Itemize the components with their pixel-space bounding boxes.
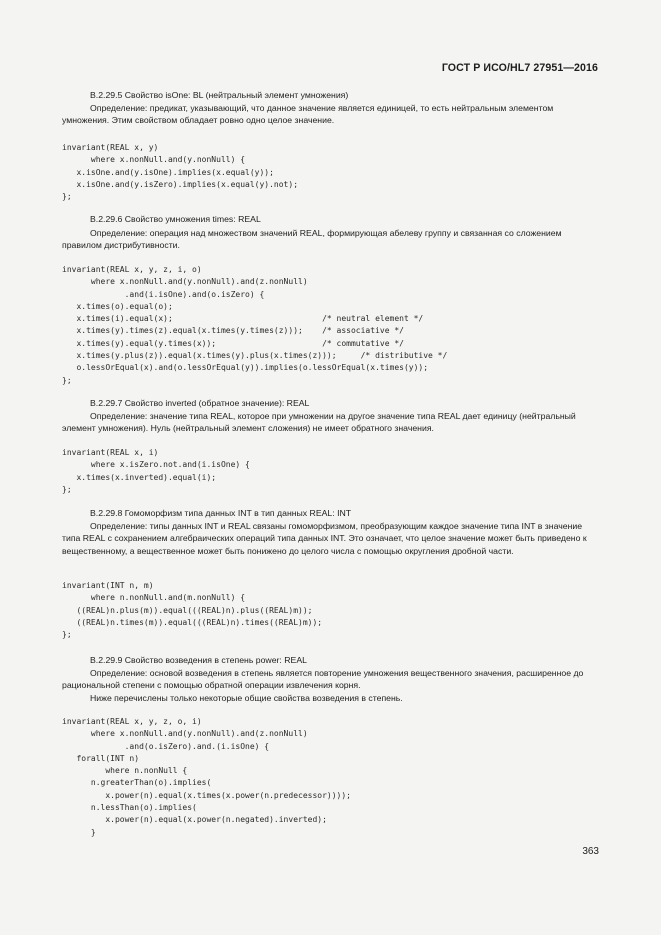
section-heading bbox=[62, 213, 600, 225]
body-text: Определение: типы данных INT и REAL связаны гомоморфизмом, преобразующим каждое значение типа INT в значение типа REAL с сохранением алгебраических операций типа данных INT. Это означает, что целое значение может быть приведено к вещественному, а вещественное может быть понижено до целого числа с помощью округления дробной части. bbox=[62, 521, 587, 556]
heading-text: B.2.29.9 Свойство возведения в степень power: REAL bbox=[90, 655, 307, 665]
heading-text: B.2.29.8 Гомоморфизм типа данных INT в тип данных REAL: INT bbox=[90, 508, 352, 518]
heading-text: B.2.29.6 Свойство умножения times: REAL bbox=[90, 214, 261, 224]
heading-text: B.2.29.5 Свойство isOne: BL (нейтральный элемент умножения) bbox=[90, 90, 349, 100]
body-text: Определение: предикат, указывающий, что данное значение является единицей, то есть нейтральным элементом умножения. Этим свойством обладает ровно одно целое значение. bbox=[62, 103, 554, 126]
code-block: invariant(REAL x, y) where x.nonNull.and(y.nonNull) { x.isOne.and(y.isOne).implies(x.equal(y)); x.isOne.and(y.isZero).implies(x.equal(y).not); }; bbox=[62, 143, 299, 202]
page-number: 363 bbox=[582, 846, 599, 857]
section-body bbox=[62, 692, 600, 704]
code-block: invariant(INT n, m) where n.nonNull.and(m.nonNull) { ((REAL)n.plus(m)).equal(((REAL)n).plus((REAL)m)); ((REAL)n.times(m)).equal(((REAL)n).times((REAL)m)); }; bbox=[62, 581, 323, 640]
section-body bbox=[62, 667, 600, 692]
section-heading bbox=[62, 89, 600, 101]
body-text: Ниже перечислены только некоторые общие свойства возведения в степень. bbox=[90, 693, 403, 703]
code-block: invariant(REAL x, i) where x.isZero.not.and(i.isOne) { x.times(x.inverted).equal(i); }; bbox=[62, 448, 250, 494]
page-header: ГОСТ Р ИСО/HL7 27951—2016 bbox=[441, 62, 598, 74]
section-heading bbox=[62, 654, 600, 666]
body-text: Определение: значение типа REAL, которое при умножении на другое значение типа REAL дает единицу (нейтральный элемент умножения). Нуль (нейтральный элемент сложения) не имеет обратного значения. bbox=[62, 411, 576, 434]
body-text: Определение: операция над множеством значений REAL, формирующая абелеву группу и связанная со сложением правилом дистрибутивности. bbox=[62, 228, 562, 251]
section-heading bbox=[62, 507, 600, 519]
body-text: Определение: основой возведения в степень является повторение умножения вещественного значения, расширенное до рациональной степени с помощью обратной операции извлечения корня. bbox=[62, 668, 584, 691]
section-heading bbox=[62, 397, 600, 409]
code-block: invariant(REAL x, y, z, i, o) where x.nonNull.and(y.nonNull).and(z.nonNull) .and(i.isOne).and(o.isZero) { x.times(o).equal(o); x.times(i).equal(x); /* neutral element */ x.times(y).times(z).equal(x.times(y.times(z))); /* associative */ x.times(y).equal(y.times(x)); /* commutative */ x.times(y.plus(z)).equal(x.times(y).plus(x.times(z))); /* distributive */ o.lessOrEqual(x).and(o.lessOrEqual(y)).implies(o.lessOrEqual(x.times(y)); }; bbox=[62, 265, 448, 385]
heading-text: B.2.29.7 Свойство inverted (обратное значение): REAL bbox=[90, 398, 310, 408]
code-block: invariant(REAL x, y, z, o, i) where x.nonNull.and(y.nonNull).and(z.nonNull) .and(o.isZero).and.(i.isOne) { forall(INT n) where n.nonNull { n.greaterThan(o).implies( x.power(n).equal(x.times(x.power(n.predecessor)))); n.lessThan(o).implies( x.power(n).equal(x.power(n.negated).inverted); } bbox=[62, 717, 351, 837]
section-body bbox=[62, 520, 600, 557]
section-body bbox=[62, 410, 600, 435]
section-body bbox=[62, 227, 600, 252]
section-body bbox=[62, 102, 600, 127]
